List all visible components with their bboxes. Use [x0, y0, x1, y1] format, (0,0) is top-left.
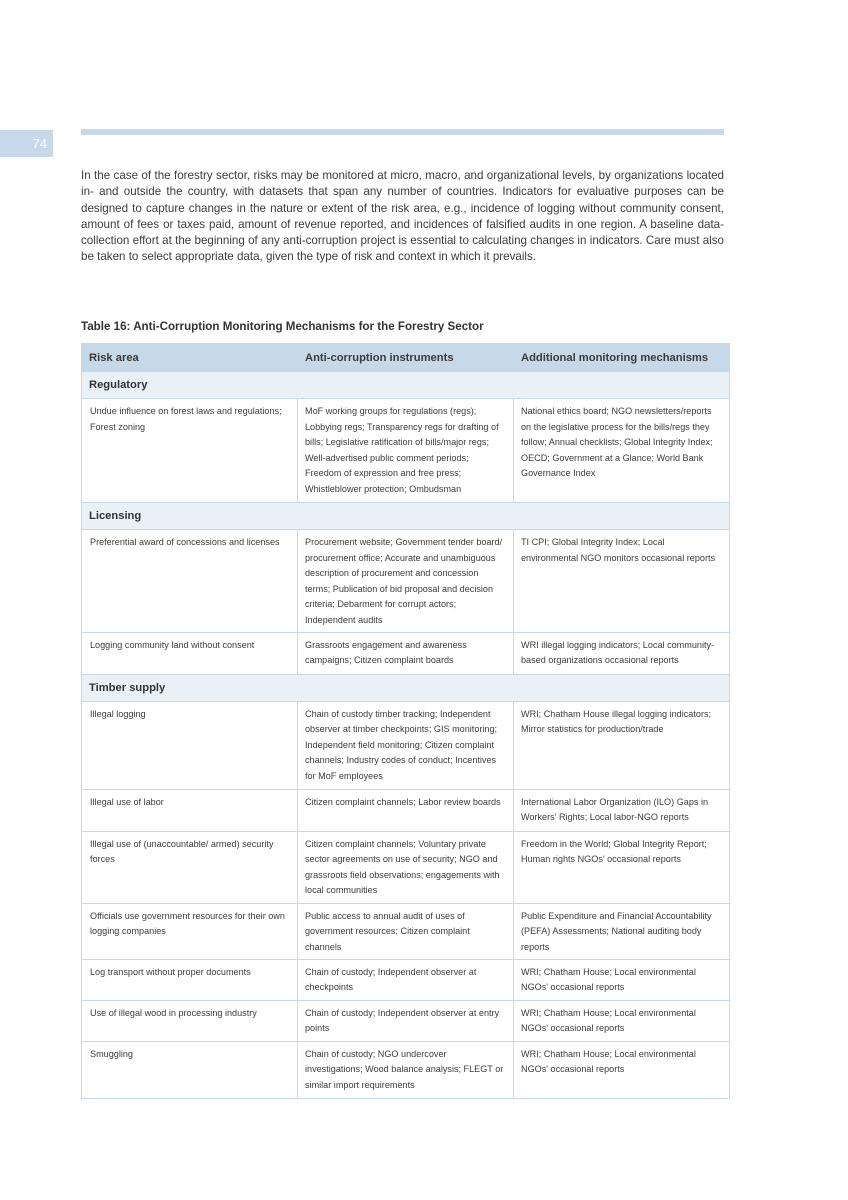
risk-cell: Smuggling [82, 1041, 298, 1098]
table-row [82, 1000, 730, 1041]
monitoring-cell: National ethics board; NGO newsletters/reports on the legislative process for the bills/regs they follow; Annual checklists; Global Integrity Index; OECD; Government at a Glance; World Bank Governance Index [514, 399, 730, 503]
table-row [82, 701, 730, 789]
table-row [82, 399, 730, 503]
risk-cell: Illegal logging [82, 701, 298, 789]
section-row-licensing [82, 503, 730, 530]
monitoring-cell: Freedom in the World; Global Integrity Report; Human rights NGOs' occasional reports [514, 831, 730, 903]
instruments-cell: Chain of custody timber tracking; Independent observer at timber checkpoints; GIS monitoring; Independent field monitoring; Citizen complaint channels; Industry codes of conduct; Incentives for MoF employees [298, 701, 514, 789]
monitoring-cell: WRI; Chatham House illegal logging indicators; Mirror statistics for production/trade [514, 701, 730, 789]
instruments-cell: Chain of custody; Independent observer at checkpoints [298, 959, 514, 1000]
instruments-cell: Chain of custody; NGO undercover investigations; Wood balance analysis; FLEGT or similar import requirements [298, 1041, 514, 1098]
page-number-tab: 74 [0, 130, 53, 157]
risk-cell: Use of illegal wood in processing industry [82, 1000, 298, 1041]
section-row-regulatory [82, 372, 730, 399]
table-row [82, 632, 730, 674]
table-row [82, 530, 730, 633]
intro-paragraph: In the case of the forestry sector, risks may be monitored at micro, macro, and organizational levels, by organizations located in- and outside the country, with datasets that span any number of countries. Indicators for evaluative purposes can be designed to capture changes in the nature or extent of the risk area, e.g., incidence of logging without community consent, amount of fees or taxes paid, amount of revenue reported, and incidences of falsified audits in one region. A baseline data-collection effort at the beginning of any anti-corruption project is essential to calculating changes in indicators. Care must also be taken to select appropriate data, given the type of risk and context in which it prevails. [81, 169, 724, 264]
monitoring-cell: WRI; Chatham House; Local environmental NGOs' occasional reports [514, 1000, 730, 1041]
table-row [82, 1041, 730, 1098]
section-title: Timber supply [82, 674, 730, 701]
table-header-row [82, 344, 730, 372]
monitoring-cell: WRI; Chatham House; Local environmental NGOs' occasional reports [514, 1041, 730, 1098]
header-monitoring: Additional monitoring mechanisms [514, 344, 730, 372]
instruments-cell: MoF working groups for regulations (regs); Lobbying regs; Transparency regs for drafting of bills; Legislative ratification of bills/major regs; Well-advertised public comment periods; Freedom of expression and free press; Whistleblower protection; Ombudsman [298, 399, 514, 503]
instruments-cell: Grassroots engagement and awareness campaigns; Citizen complaint boards [298, 632, 514, 674]
monitoring-cell: TI CPI; Global Integrity Index; Local environmental NGO monitors occasional reports [514, 530, 730, 633]
risk-cell: Preferential award of concessions and licenses [82, 530, 298, 633]
monitoring-cell: International Labor Organization (ILO) Gaps in Workers' Rights; Local labor-NGO reports [514, 789, 730, 831]
risk-cell: Undue influence on forest laws and regulations; Forest zoning [82, 399, 298, 503]
table-row [82, 831, 730, 903]
risk-cell: Logging community land without consent [82, 632, 298, 674]
section-title: Regulatory [82, 372, 730, 399]
monitoring-table [81, 343, 730, 1099]
table-row [82, 959, 730, 1000]
section-row-timber-supply [82, 674, 730, 701]
header-instruments: Anti-corruption instruments [298, 344, 514, 372]
instruments-cell: Citizen complaint channels; Voluntary private sector agreements on use of security; NGO and grassroots field observations; engagements with local communities [298, 831, 514, 903]
risk-cell: Illegal use of (unaccountable/ armed) security forces [82, 831, 298, 903]
monitoring-cell: WRI illegal logging indicators; Local community-based organizations occasional reports [514, 632, 730, 674]
instruments-cell: Citizen complaint channels; Labor review boards [298, 789, 514, 831]
instruments-cell: Procurement website; Government tender board/ procurement office; Accurate and unambiguous description of procurement and concession terms; Publication of bid proposal and decision criteria; Debarment for corrupt actors; Independent audits [298, 530, 514, 633]
table-row [82, 789, 730, 831]
instruments-cell: Chain of custody; Independent observer at entry points [298, 1000, 514, 1041]
monitoring-cell: Public Expenditure and Financial Accountability (PEFA) Assessments; National auditing body reports [514, 903, 730, 959]
monitoring-cell: WRI; Chatham House; Local environmental NGOs' occasional reports [514, 959, 730, 1000]
table-row [82, 903, 730, 959]
section-title: Licensing [82, 503, 730, 530]
header-risk-area: Risk area [82, 344, 298, 372]
instruments-cell: Public access to annual audit of uses of government resources; Citizen complaint channels [298, 903, 514, 959]
header-rule [81, 129, 724, 135]
table-caption: Table 16: Anti-Corruption Monitoring Mechanisms for the Forestry Sector [81, 320, 484, 333]
risk-cell: Officials use government resources for their own logging companies [82, 903, 298, 959]
risk-cell: Log transport without proper documents [82, 959, 298, 1000]
risk-cell: Illegal use of labor [82, 789, 298, 831]
